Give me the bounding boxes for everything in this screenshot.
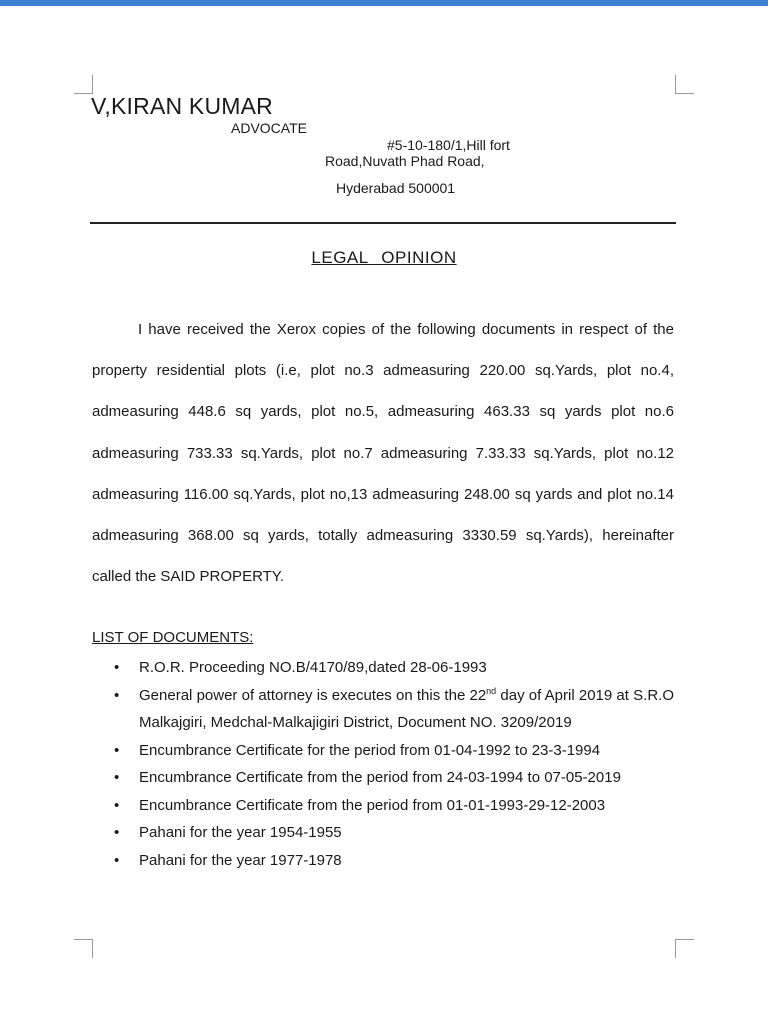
advocate-title: ADVOCATE: [231, 120, 307, 136]
list-item: • Encumbrance Certificate from the period from 01-01-1993-29-12-2003: [92, 792, 674, 820]
address-line-1: #5-10-180/1,Hill fort: [387, 137, 510, 153]
list-item: • Pahani for the year 1954-1955: [92, 819, 674, 847]
documents-list: [92, 654, 674, 874]
documents-list-title: LIST OF DOCUMENTS:: [92, 629, 254, 646]
page-corner-mark-bottom-right: [675, 939, 694, 958]
list-item: • General power of attorney is executes on this the 22nd day of April 2019 at S.R.O Malkajgiri, Medchal-Malkajigiri District, Document NO. 3209/2019: [92, 682, 674, 737]
document-heading: LEGAL OPINION: [311, 248, 457, 267]
opinion-paragraph: I have received the Xerox copies of the following documents in respect of the property residential plots (i.e, plot no.3 admeasuring 220.00 sq.Yards, plot no.4, admeasuring 448.6 sq yards, plot no.5, admeasuring 463.33 sq yards plot no.6 admeasuring 733.33 sq.Yards, plot no.7 admeasuring 7.33.33 sq.Yards, plot no.12 admeasuring 116.00 sq.Yards, plot no,13 admeasuring 248.00 sq yards and plot no.14 admeasuring 368.00 sq yards, totally admeasuring 3330.59 sq.Yards), hereinafter called the SAID PROPERTY.: [92, 321, 674, 586]
page-corner-mark-top-right: [675, 75, 694, 94]
page-corner-mark-bottom-left: [74, 939, 93, 958]
list-item: • Encumbrance Certificate from the period from 24-03-1994 to 07-05-2019: [92, 764, 674, 792]
list-item: • R.O.R. Proceeding NO.B/4170/89,dated 28-06-1993: [92, 654, 674, 682]
address-line-2: Road,Nuvath Phad Road,: [325, 153, 485, 169]
advocate-name: V,KIRAN KUMAR: [91, 93, 273, 119]
app-top-bar: [0, 0, 768, 6]
address-line-3: Hyderabad 500001: [336, 180, 456, 196]
page-corner-mark-top-left: [74, 75, 93, 94]
list-item: • Pahani for the year 1977-1978: [92, 847, 674, 875]
list-item: • Encumbrance Certificate for the period from 01-04-1992 to 23-3-1994: [92, 737, 674, 765]
letterhead-divider: [90, 222, 676, 224]
